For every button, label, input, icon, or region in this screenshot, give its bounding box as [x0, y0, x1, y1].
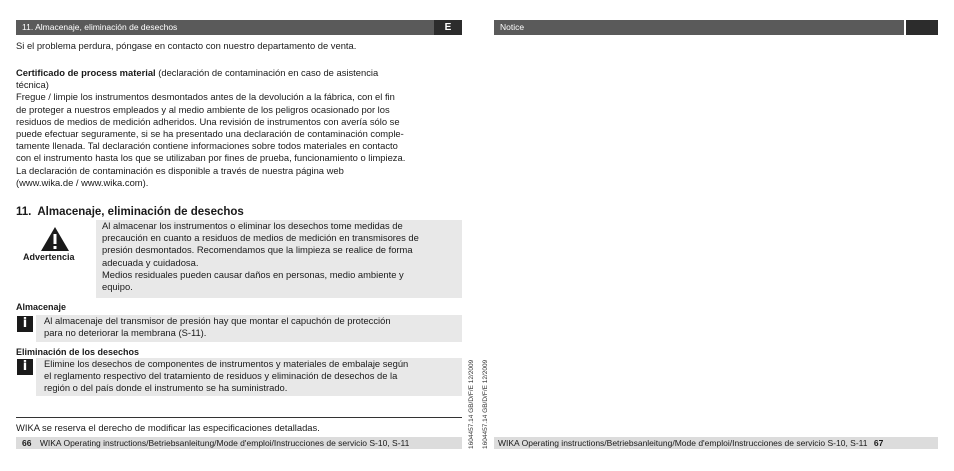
info-icon: i: [17, 316, 33, 332]
left-footer: [16, 437, 462, 449]
certificate-line: de proteger a nuestros empleados y al medio ambiente de los peligros ocasionado por los: [16, 103, 390, 115]
disposal-line: Elimine los desechos de componentes de instrumentos y materiales de embalaje según: [44, 358, 409, 369]
info-icon: i: [17, 359, 33, 375]
disposal-line: el reglamento respectivo del tratamiento de residuos y eliminación de desechos de la: [44, 370, 398, 382]
warning-box: [16, 220, 462, 298]
divider-line: [16, 417, 462, 418]
disposal-title: Eliminación de los desechos: [16, 347, 140, 357]
warning-triangle-icon: [40, 226, 70, 252]
section-title-text: Almacenaje, eliminación de desechos: [37, 206, 244, 218]
warning-line: presión desmontados. Recomendamos que la limpieza se realice de forma: [102, 244, 413, 256]
reservation-note: WIKA se reserva el derecho de modificar las especificaciones detalladas.: [16, 422, 320, 433]
certificate-line: residuos de medios de medición adheridos. Una revisión de instrumentos con avería sólo se: [16, 115, 400, 127]
warning-line: adecuada y cuidadosa.: [102, 256, 199, 268]
warning-text: [102, 220, 458, 293]
storage-title: Almacenaje: [16, 302, 67, 312]
certificate-line: técnica): [16, 79, 49, 91]
warning-line: equipo.: [102, 281, 133, 293]
warning-line: Medios residuales pueden causar daños en personas, medio ambiente y: [102, 268, 404, 280]
certificate-subtitle: (declaración de contaminación en caso de asistencia: [158, 67, 379, 78]
certificate-line: puede efectuar seguramente, si se ha presentado una declaración de contaminación comple-: [16, 128, 404, 139]
intro-text: Si el problema perdura, póngase en contacto con nuestro departamento de venta.: [16, 40, 357, 51]
right-page: [482, 0, 938, 471]
storage-line: Al almacenaje del transmisor de presión hay que montar el capuchón de protección: [44, 315, 391, 326]
warning-icon-area: [16, 220, 96, 298]
certificate-line: Fregue / limpie los instrumentos desmontados antes de la devolución a la fábrica, con el fin: [16, 91, 395, 103]
right-header-label: Notice: [494, 20, 904, 35]
certificate-line: (www.wika.de / www.wika.com).: [16, 176, 149, 188]
footer-text: WIKA Operating instructions/Betriebsanleitung/Mode d'emploi/Instrucciones de servicio S-10, S-11: [498, 438, 868, 448]
warning-label: Advertencia: [23, 252, 75, 262]
certificate-title: Certificado de process material: [16, 67, 156, 78]
header-marker-block: [906, 20, 938, 35]
right-footer: [494, 437, 938, 449]
certificate-line: La declaración de contaminación es disponible a través de nuestra página web: [16, 164, 344, 176]
left-page: [16, 0, 475, 471]
storage-text: [44, 315, 458, 339]
document-code: 1604457.14 GB/D/F/E 12/2009: [482, 359, 489, 449]
left-header-label: 11. Almacenaje, eliminación de desechos: [16, 20, 462, 35]
document-code: 1604457.14 GB/D/F/E 12/2009: [468, 359, 475, 449]
section-number: 11.: [16, 206, 32, 218]
storage-line: para no deteriorar la membrana (S-11).: [44, 327, 207, 339]
page-number: 66: [22, 438, 32, 448]
footer-text: WIKA Operating instructions/Betriebsanleitung/Mode d'emploi/Instrucciones de servicio S-10, S-11: [39, 438, 410, 448]
disposal-line: región o del país donde el instrumento se ha suministrado.: [44, 382, 288, 394]
warning-line: precaución en cuanto a residuos de medios de medición en transmisores de: [102, 232, 419, 244]
certificate-line: tamente llenada. Tal declaración contiene informaciones sobre todos materiales en contacto: [16, 140, 398, 152]
disposal-text: [44, 358, 458, 395]
certificate-line: con el instrumento hasta los que se utilizaban por fines de prueba, funcionamiento o limpieza.: [16, 152, 406, 164]
warning-line: Al almacenar los instrumentos o eliminar los desechos tome medidas de: [102, 220, 403, 231]
certificate-heading: [16, 67, 462, 79]
language-marker: E: [434, 20, 462, 35]
disposal-info-box: [16, 358, 462, 396]
storage-info-box: [16, 315, 462, 342]
page-number: 67: [873, 438, 884, 448]
section-title: [16, 206, 244, 218]
